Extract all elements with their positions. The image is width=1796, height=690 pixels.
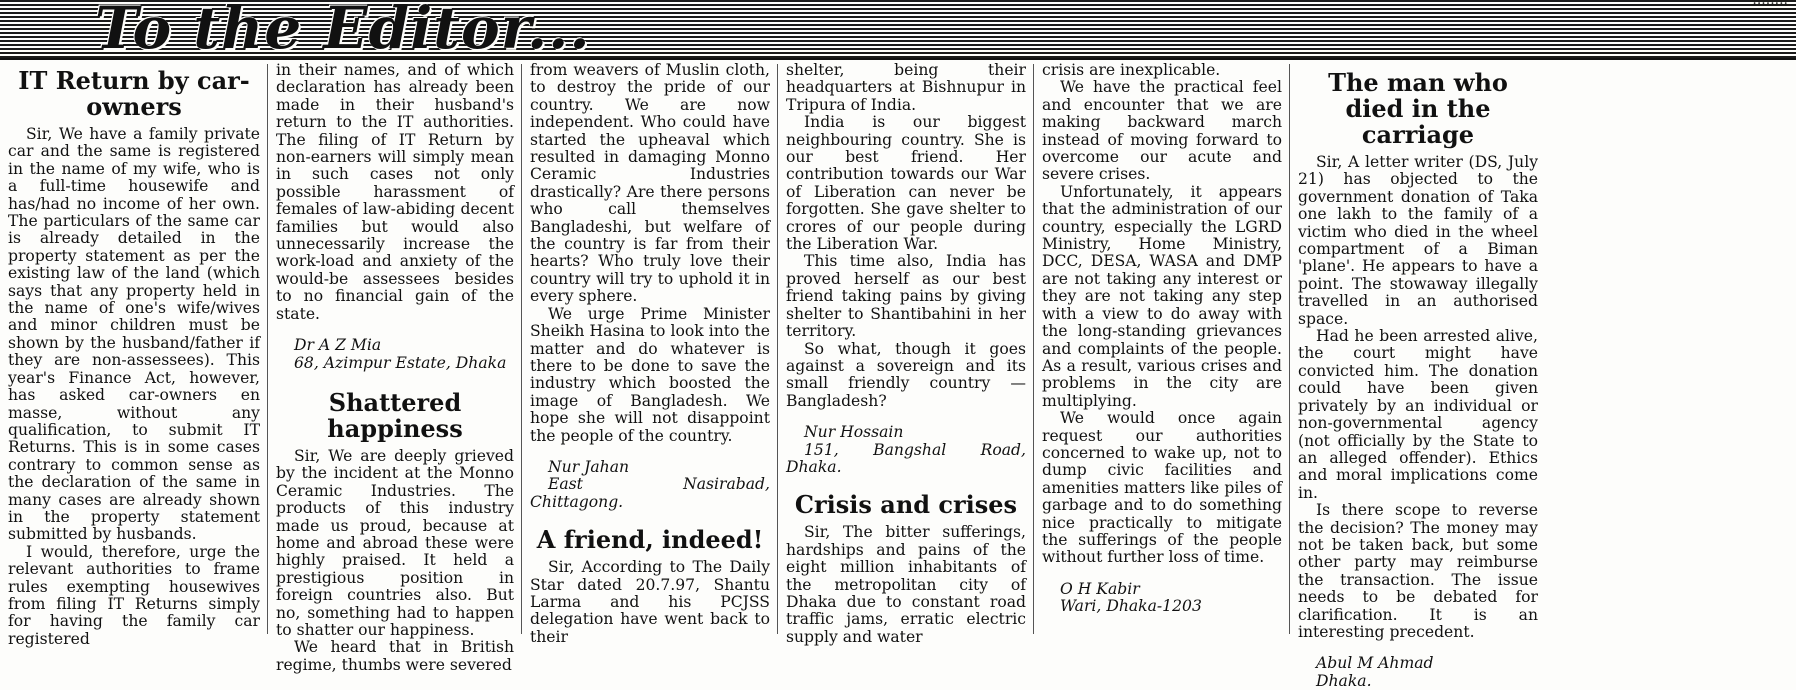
headline-man-who-died: The man who died in the carriage (1328, 68, 1508, 149)
column-4 (786, 61, 1026, 646)
letter-paragraph: We have the practical feel and encounter that we are making backward march instead of moving forward to overcome our acute and severe crises. (1042, 78, 1282, 184)
column-5 (1042, 62, 1282, 634)
signature-name: Nur Hossain (804, 423, 904, 442)
banner-corner-text: ........ (1752, 0, 1788, 8)
letter-paragraph: Is there scope to reverse the decision? The money may not be taken back, but some other party may reimburse the transaction. The issue needs to be debated for clarification. It is an interesting precedent. (1298, 501, 1538, 641)
signature-address: 151, Bangshal Road, Dhaka. (786, 440, 1026, 476)
headline-crisis-and-crises: Crisis and crises (794, 490, 1018, 520)
letter-paragraph: We would once again request our authorities concerned to wake up, not to dump civic facilities and amenities matters like piles of garbage and to do something nice practically to mitigate the sufferings of the people without further loss of time. (1042, 409, 1282, 567)
column-2 (276, 61, 514, 674)
signature-name: Nur Jahan (548, 457, 630, 476)
column-1 (8, 62, 260, 648)
letter-paragraph: from weavers of Muslin cloth, to destroy the pride of our country. We are now independent. Who could have started the upheaval which resulted in damaging Monno Ceramic Industries drastically? Are there persons who call themselves Bangladeshi, but welfare of the country is far from their hearts? Who truly love their country will try to uphold it in every sphere. (530, 61, 770, 306)
headline-shattered-happiness: Shattered happiness (327, 387, 463, 443)
signature-name: Abul M Ahmad (1316, 654, 1434, 673)
letter-paragraph: Unfortunately, it appears that the administration of our country, especially the LGRD Ministry, Home Ministry, DCC, DESA, WASA and DMP are not taking any interest or they are not taking any step with a view to do away with the long-standing grievances and complaints of the people. As a result, various crises and problems in the city are multiplying. (1042, 182, 1282, 410)
letter-paragraph: We urge Prime Minister Sheikh Hasina to look into the matter and do whatever is there to be done to save the industry which boosted the image of Bangladesh. We hope she will not disappoint the people of the country. (530, 304, 770, 445)
letter-paragraph: Had he been arrested alive, the court might have convicted him. The donation could have been given privately by an individual or non-governmental agency (not officially by the State to an alleged offender). Ethics and moral implications come in. (1298, 327, 1538, 502)
signature-name: O H Kabir (1060, 579, 1140, 598)
letter-paragraph: Sir, A letter writer (DS, July 21) has objected to the government donation of Taka one lakh to the family of a victim who died in the wheel compartment of a Biman 'plane'. He appears to have a point. The stowaway illegally travelled in an authorised space. (1298, 153, 1538, 328)
letter-paragraph: We heard that in British regime, thumbs were severed (276, 638, 514, 674)
signature-address: Dhaka. (1316, 671, 1372, 690)
editorial-banner (0, 0, 1796, 60)
section-title: To the Editor... (95, 0, 591, 62)
letter-paragraph: I would, therefore, urge the relevant authorities to frame rules exempting housewives from filing IT Returns simply for having the family car registered (8, 542, 260, 648)
column-divider (1289, 64, 1290, 634)
signature-name: Dr A Z Mia (294, 336, 382, 355)
letter-paragraph: crisis are inexplicable. (1042, 61, 1221, 79)
letter-paragraph: Sir, According to The Daily Star dated 20.7.97, Shantu Larma and his PCJSS delegation have went back to their (530, 558, 770, 646)
column-divider (267, 64, 268, 634)
letter-paragraph: This time also, India has proved herself as our best friend taking pains by giving shelter to Shantibahini in her territory. (786, 252, 1026, 341)
letter-paragraph: So what, though it goes against a sovereign and its small friendly country — Bangladesh? (786, 339, 1026, 410)
letter-paragraph: Sir, The bitter sufferings, hardships and pains of the eight million inhabitants of the metropolitan city of Dhaka due to constant road traffic jams, erratic electric supply and water (786, 523, 1026, 646)
column-divider (777, 64, 778, 634)
column-3 (530, 61, 770, 646)
signature-address: East Nasirabad, Chittagong. (530, 475, 770, 511)
column-divider (521, 64, 522, 634)
letter-paragraph: shelter, being their headquarters at Bishnupur in Tripura of India. (786, 61, 1026, 114)
column-6 (1298, 62, 1538, 690)
headline-it-return: IT Return by car-owners (18, 66, 250, 121)
headline-a-friend-indeed: A friend, indeed! (536, 525, 764, 555)
signature-address: Wari, Dhaka-1203 (1060, 597, 1202, 616)
letter-paragraph: India is our biggest neighbouring country. She is our best friend. Her contribution towards our War of Liberation can never be forgotten. She gave shelter to crores of our people during the Liberation War. (786, 113, 1026, 254)
letter-paragraph: in their names, and of which declaration has already been made in their husband's return to the IT authorities. The filing of IT Return by non-earners will simply mean in such cases not only possible harassment of females of law-abiding decent families but would also unnecessarily increase the work-load and anxiety of the would-be assessees besides to no financial gain of the state. (276, 61, 514, 323)
column-divider (1033, 64, 1034, 634)
signature-address: 68, Azimpur Estate, Dhaka (294, 353, 507, 372)
letter-paragraph: Sir, We have a family private car and the same is registered in the name of my wife, who is a full-time housewife and has/had no income of her own. The particulars of the same car is already detailed in the property statement as per the existing law of the land (which says that any property held in the name of one's wife/wives and minor children must be shown by the husband/father if they are non-assessees). This year's Finance Act, however, has asked car-owners en masse, without any qualification, to submit IT Returns. This is in some cases contrary to common sense as the declaration of the same in many cases are already shown in the property statement submitted by husbands. (8, 125, 260, 544)
letter-paragraph: Sir, We are deeply grieved by the incident at the Monno Ceramic Industries. The products of this industry made us proud, because at home and abroad these were highly praised. It held a prestigious position in foreign countries also. But no, something had to happen to shatter our happiness. (276, 446, 514, 639)
